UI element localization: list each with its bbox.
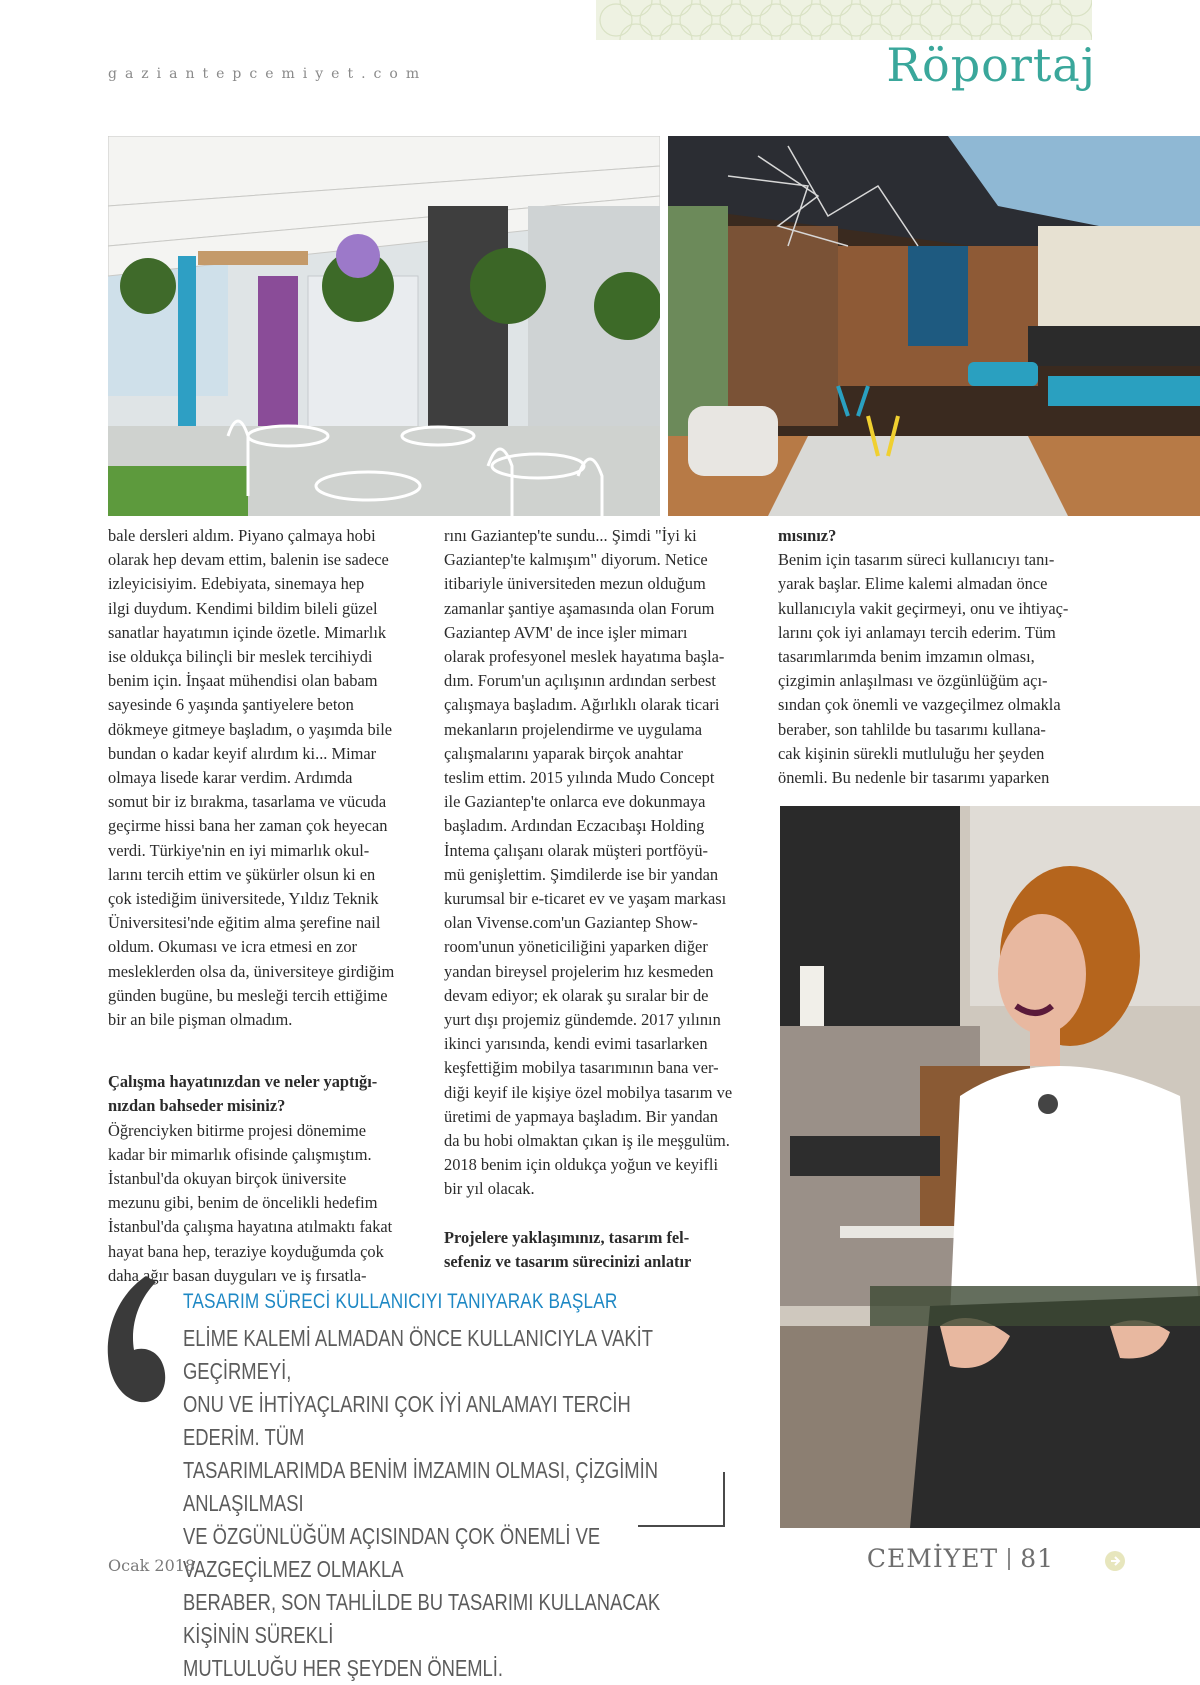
text-line: Gaziantep'te kalmışım" diyorum. Netice bbox=[444, 550, 708, 570]
text-line: hayat bana hep, teraziye koyduğumda çok bbox=[108, 1241, 384, 1261]
question-line: Çalışma hayatınızdan ve neler yaptığı- bbox=[108, 1072, 378, 1092]
text-line: dım. Forum'un açılışının ardından serbest bbox=[444, 671, 716, 691]
text-line: ikinci yarısında, kendi evimi tasarlarken bbox=[444, 1034, 708, 1054]
text-line: room'unun yöneticiliğini yaparken diğer bbox=[444, 937, 708, 957]
text-line: izleyicisiyim. Edebiyata, sinemaya hep bbox=[108, 574, 365, 594]
text-line: larını tercih ettim ve şükürler olsun ki en bbox=[108, 864, 376, 884]
text-line: itibariyle üniversiteden mezun olduğum bbox=[444, 574, 706, 594]
text-line: mü genişlettim. Şimdilerde ise bir yandan bbox=[444, 864, 719, 884]
interview-question bbox=[444, 1226, 758, 1274]
text-line: üretimi de yapmaya başladım. Bir yandan bbox=[444, 1106, 719, 1126]
text-line: mekanların projelendirme ve uygulama bbox=[444, 719, 703, 739]
magazine-footer bbox=[867, 1544, 1054, 1573]
portrait-photo bbox=[780, 806, 1200, 1528]
text-line: Gaziantep AVM' de ince işler mimarı bbox=[444, 622, 688, 642]
col3-body bbox=[778, 548, 1088, 790]
text-line: teslim ettim. 2015 yılında Mudo Concept bbox=[444, 768, 715, 788]
text-line: olmaya lisede karar verdim. Ardımda bbox=[108, 768, 353, 788]
text-line: Öğrenciyken bitirme projesi dönemime bbox=[108, 1120, 367, 1140]
text-line: 2018 benim için oldukça yoğun ve keyifli bbox=[444, 1155, 719, 1175]
text-line: kadar bir mimarlık ofisinde çalışmıştım. bbox=[108, 1144, 372, 1164]
text-line: çalışmaya başladım. Ağırlıklı olarak ticari bbox=[444, 695, 720, 715]
text-line: bale dersleri aldım. Piyano çalmaya hobi bbox=[108, 526, 376, 545]
text-line: yandan bireysel projelerim hız kesmeden bbox=[444, 961, 714, 981]
text-line: yarak başlar. Elime kalemi almadan önce bbox=[778, 574, 1048, 594]
text-line: kurumsal bir e-ticaret ev ve yaşam markası bbox=[444, 889, 727, 909]
pull-quote-body bbox=[183, 1322, 711, 1685]
text-line: zamanlar şantiye aşamasında olan Forum bbox=[444, 598, 715, 618]
text-line: daha ağır basan duyguları ve iş fırsatla- bbox=[108, 1265, 367, 1285]
text-line: çizgimin anlaşılması ve özgünlüğüm açı- bbox=[778, 671, 1048, 691]
pull-quote-line: ONU VE İHTİYAÇLARINI ÇOK İYİ ANLAMAYI TERCİH EDERİM. TÜM bbox=[183, 1391, 631, 1450]
col1-body bbox=[108, 524, 418, 1032]
text-line: ise oldukça bilinçli bir meslek tercihiydi bbox=[108, 647, 373, 667]
text-line: devam ediyor; ek olarak şu sıralar bir de bbox=[444, 985, 709, 1005]
text-line: başladım. Ardından Eczacıbaşı Holding bbox=[444, 816, 705, 836]
text-line: İstanbul'da okuyan birçok üniversite bbox=[108, 1169, 347, 1189]
text-line: yurt dışı projemiz gündemde. 2017 yılının bbox=[444, 1010, 721, 1030]
pull-quote-heading: TASARIM SÜRECİ KULLANICIYI TANIYARAK BAŞLAR bbox=[183, 1290, 618, 1313]
site-url[interactable]: gaziantepcemiyet.com bbox=[108, 66, 428, 82]
pull-quote-line: BERABER, SON TAHLİLDE BU TASARIMI KULLANACAK KİŞİNİN SÜREKLİ bbox=[183, 1589, 661, 1648]
quote-mark-icon bbox=[106, 1276, 166, 1406]
text-line: olarak hep devam ettim, balenin ise sadece bbox=[108, 550, 389, 570]
text-line: keşfettiğim mobilya tasarımının bana ver- bbox=[444, 1058, 719, 1078]
text-line: verdi. Türkiye'nin en iyi mimarlık okul- bbox=[108, 840, 370, 860]
text-line: çalışmalarını yaparak birçok anahtar bbox=[444, 743, 683, 763]
article-column-1 bbox=[108, 524, 418, 1288]
pull-quote-line: VE ÖZGÜNLÜĞÜM AÇISINDAN ÇOK ÖNEMLİ VE VAZGEÇİLMEZ OLMAKLA bbox=[183, 1523, 601, 1582]
interview-question bbox=[778, 524, 1088, 548]
text-line: sından çok önemli ve vazgeçilmez olmakla bbox=[778, 695, 1061, 715]
footer-divider bbox=[1008, 1548, 1010, 1570]
text-line: da bu hobi olmaktan çıkan iş ile meşgulüm. bbox=[444, 1131, 730, 1151]
text-line: sayesinde 6 yaşında şantiyelere beton bbox=[108, 695, 354, 715]
arrow-right-icon[interactable] bbox=[1104, 1550, 1126, 1572]
text-line: beraber, son tahlilde bu tasarımı kullana- bbox=[778, 719, 1046, 739]
text-line: diği keyif ile kişiye özel mobilya tasarım ve bbox=[444, 1082, 733, 1102]
text-line: bir yıl olacak. bbox=[444, 1179, 535, 1199]
interior-render-photo bbox=[668, 136, 1200, 516]
pull-quote-line: ELİME KALEMİ ALMADAN ÖNCE KULLANICIYLA VAKİT GEÇİRMEYİ, bbox=[183, 1325, 653, 1384]
text-line: olan Vivense.com'un Gaziantep Show- bbox=[444, 913, 698, 933]
text-line: olarak profesyonel meslek hayatıma başla- bbox=[444, 647, 725, 667]
col1-answer bbox=[108, 1119, 418, 1288]
text-line: Üniversitesi'nde eğitim alma şerefine nail bbox=[108, 913, 381, 933]
page-number: 81 bbox=[1020, 1544, 1054, 1573]
text-line: geçirme hissi bana her zaman çok heyecan bbox=[108, 816, 388, 836]
text-line: bundan o kadar keyif alırdım ki... Mimar bbox=[108, 743, 377, 763]
text-line: kullanıcıyla vakit geçirmeyi, onu ve ihtiyaç- bbox=[778, 598, 1069, 618]
text-line: bir an bile pişman olmadım. bbox=[108, 1010, 293, 1030]
terrace-render-photo bbox=[108, 136, 660, 516]
text-line: tasarımlarımda benim imzamın olması, bbox=[778, 647, 1035, 667]
section-title: Röportaj bbox=[886, 38, 1096, 92]
question-line: nızdan bahseder misiniz? bbox=[108, 1096, 286, 1116]
interview-question bbox=[108, 1070, 418, 1118]
text-line: oldum. Okuması ve icra etmesi en zor bbox=[108, 937, 357, 957]
magazine-name: CEMİYET bbox=[866, 1544, 999, 1573]
question-line: sefeniz ve tasarım sürecinizi anlatır bbox=[444, 1251, 692, 1271]
text-line: rını Gaziantep'te sundu... Şimdi "İyi ki bbox=[444, 526, 697, 545]
text-line: mesleklerden olsa da, üniversiteye girdiğim bbox=[108, 961, 395, 981]
text-line: önemli. Bu nedenle bir tasarımı yaparken bbox=[778, 768, 1050, 788]
text-line: ilgi duydum. Kendimi bildim bileli güzel bbox=[108, 598, 378, 618]
col2-body bbox=[444, 524, 758, 1202]
text-line: Benim için tasarım süreci kullanıcıyı tanı- bbox=[778, 550, 1055, 570]
text-line: İstanbul'da çalışma hayatına atılmaktı fakat bbox=[108, 1217, 393, 1237]
text-line: günden bugüne, bu mesleği tercih ettiğime bbox=[108, 985, 388, 1005]
text-line: cak kişinin sürekli mutluluğu her şeyden bbox=[778, 743, 1045, 763]
pull-quote-line: MUTLULUĞU HER ŞEYDEN ÖNEMLİ. bbox=[183, 1655, 504, 1681]
text-line: sanatlar hayatımın içinde özetle. Mimarlık bbox=[108, 622, 387, 642]
text-line: benim için. İnşaat mühendisi olan babam bbox=[108, 671, 378, 691]
text-line: İntema çalışanı olarak müşteri portföyü- bbox=[444, 840, 708, 860]
text-line: larını çok iyi anlamayı tercih ederim. Tüm bbox=[778, 622, 1056, 642]
article-column-3 bbox=[778, 524, 1088, 790]
issue-date: Ocak 2018 bbox=[108, 1556, 196, 1575]
question-line: mısınız? bbox=[778, 526, 837, 545]
text-line: ile Gaziantep'te onlarca eve dokunmaya bbox=[444, 792, 706, 812]
text-line: mezunu gibi, benim de öncelikli hedefim bbox=[108, 1193, 378, 1213]
quote-bracket bbox=[636, 1470, 732, 1528]
header-pattern bbox=[596, 0, 1092, 40]
question-line: Projelere yaklaşımınız, tasarım fel- bbox=[444, 1227, 690, 1247]
text-line: somut bir iz bırakma, tasarlama ve vücuda bbox=[108, 792, 387, 812]
pull-quote-line: TASARIMLARIMDA BENİM İMZAMIN OLMASI, ÇİZGİMİN ANLAŞILMASI bbox=[183, 1457, 659, 1516]
article-column-2 bbox=[444, 524, 758, 1274]
text-line: dökmeye gitmeye başladım, o yaşımda bile bbox=[108, 719, 393, 739]
text-line: çok istediğim üniversitede, Yıldız Teknik bbox=[108, 889, 379, 909]
